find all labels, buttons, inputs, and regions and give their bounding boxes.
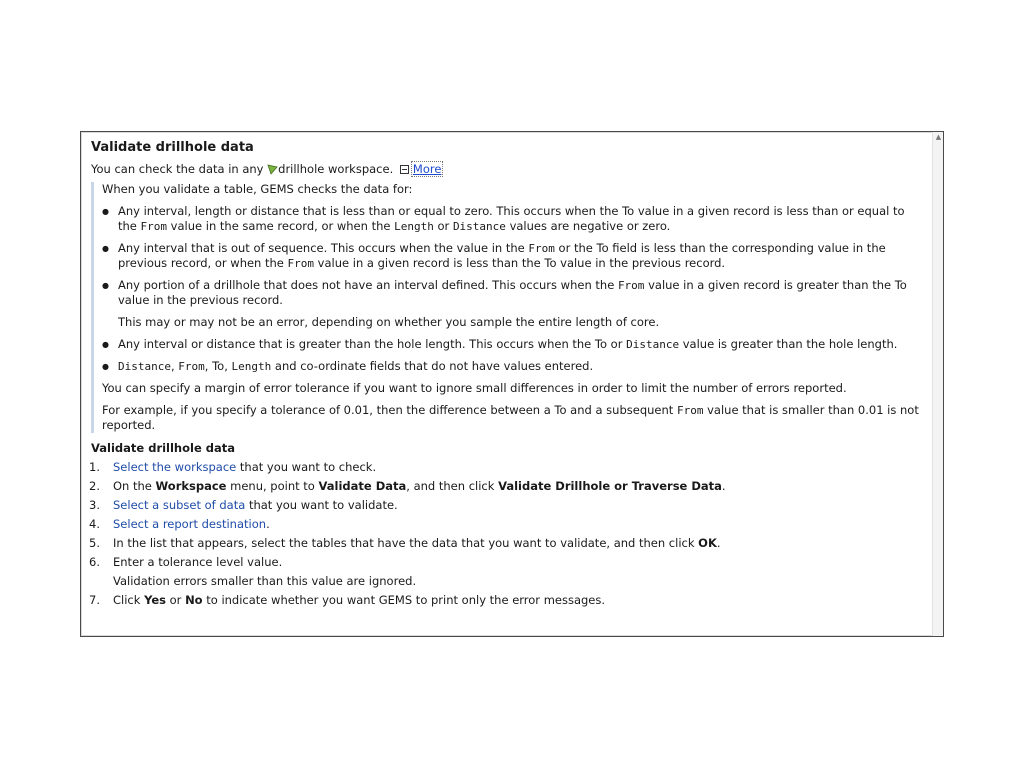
step-item: 6. Enter a tolerance level value. Validation errors smaller than this value are ignored. <box>91 555 925 589</box>
help-content <box>81 132 933 636</box>
drillhole-workspace-icon <box>267 164 278 179</box>
vertical-scrollbar[interactable] <box>932 132 943 636</box>
select-report-destination-link[interactable]: Select a report destination <box>113 517 267 531</box>
step-item: 2. On the Workspace menu, point to Validate Data, and then click Validate Drillhole or Traverse Data. <box>89 479 726 493</box>
tolerance-text: You can specify a margin of error tolerance if you want to ignore small differences in order to limit the number of errors reported. <box>102 381 847 395</box>
list-item: ● Any interval or distance that is greater than the hole length. This occurs when the To or Distance value is greater than the hole length. <box>102 337 925 352</box>
workspace-label: drillhole workspace. <box>278 162 394 176</box>
step-item: 3. Select a subset of data that you want to validate. <box>89 498 398 512</box>
intro-line <box>91 162 925 179</box>
list-item-note: This may or may not be an error, depending on whether you sample the entire length of core. <box>118 315 660 329</box>
step-item: 1. Select the workspace that you want to check. <box>89 460 377 474</box>
more-link[interactable]: More <box>412 162 442 176</box>
step-item: 7. Click Yes or No to indicate whether you want GEMS to print only the error messages. <box>89 593 606 607</box>
procedure-heading: Validate drillhole data <box>91 441 236 455</box>
select-workspace-link[interactable]: Select the workspace <box>113 460 237 474</box>
help-window <box>80 131 944 637</box>
list-item: ● Distance, From, To, Length and co-ordinate fields that do not have values entered. <box>102 359 925 374</box>
scroll-up-icon[interactable]: ▲ <box>935 133 942 141</box>
expanded-lead: When you validate a table, GEMS checks the data for: <box>102 182 413 196</box>
list-item: ● Any portion of a drillhole that does not have an interval defined. This occurs when the From value in a given record is greater than the To value in the previous record. This may or may not be an error, depending on whether you sample the entire length of core. <box>102 278 925 330</box>
step-note: Validation errors smaller than this value are ignored. <box>113 574 417 588</box>
select-subset-link[interactable]: Select a subset of data <box>113 498 246 512</box>
collapse-icon[interactable] <box>400 165 409 174</box>
list-item: ● Any interval, length or distance that is less than or equal to zero. This occurs when the To value in a given record is less than or equal to the From value in the same record, or when the Length or Distance values are negative or zero. <box>102 204 925 234</box>
check-list <box>102 204 925 374</box>
page-title: Validate drillhole data <box>91 140 254 155</box>
step-item: 5. In the list that appears, select the tables that have the data that you want to validate, and then click OK. <box>89 536 721 550</box>
list-item: ● Any interval that is out of sequence. This occurs when the value in the From or the To field is less than the corresponding value in the previous record, or when the From value in a given record is less than the To value in the previous record. <box>102 241 925 271</box>
example-text: For example, if you specify a tolerance of 0.01, then the difference between a To and a subsequent From value that is smaller than 0.01 is not reported. <box>102 403 919 432</box>
procedure-steps <box>91 460 925 608</box>
intro-text: You can check the data in any <box>91 162 268 176</box>
step-item: 4. Select a report destination. <box>89 517 270 531</box>
expanded-section <box>91 182 925 433</box>
